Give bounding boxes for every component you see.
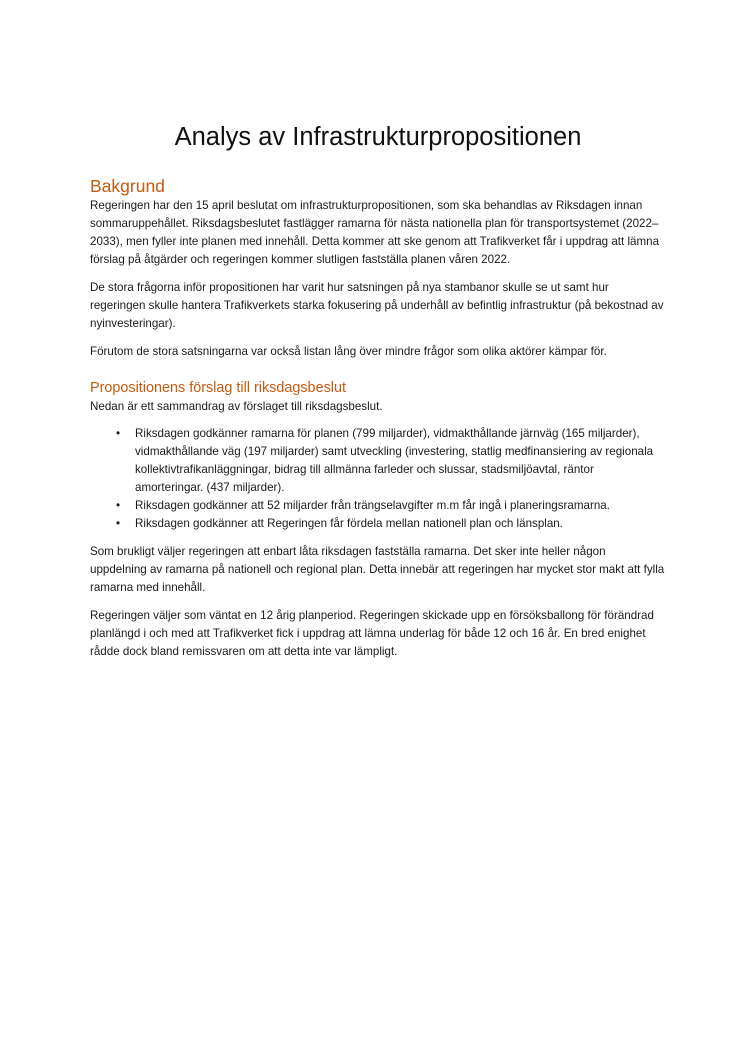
- list-item-text: Riksdagen godkänner att 52 miljarder från trängselavgifter m.m får ingå i planeringsramarna.: [135, 499, 610, 512]
- section-forslag: [90, 379, 665, 661]
- bullet-icon: •: [116, 499, 121, 512]
- bullet-icon: •: [116, 517, 121, 530]
- paragraph: Förutom de stora satsningarna var också listan lång över mindre frågor som olika aktörer kämpar för.: [90, 345, 607, 358]
- list-item-text: Riksdagen godkänner ramarna för planen (799 miljarder), vidmakthållande järnväg (165 miljarder), vidmakthållande väg (197 miljarder) samt utveckling (investering, statlig medfinansiering av regionala kollektivtrafikanläggningar, bidrag till allmänna farleder och slussar, stadsmiljöavtal, räntor amorteringar. (437 miljarder).: [135, 427, 654, 494]
- document-page: [90, 120, 665, 661]
- section-bakgrund: [90, 175, 665, 361]
- list-item: [90, 497, 665, 515]
- paragraph: Regeringen har den 15 april beslutat om infrastrukturpropositionen, som ska behandlas av Riksdagen innan sommaruppehållet. Riksdagsbeslutet fastlägger ramarna för nästa nationella plan för transportsystemet (2022–2033), men fyller inte planen med innehåll. Detta kommer att ske genom att Trafikverket får i uppdrag att lämna förslag på åtgärder och regeringen kommer slutligen fastställa planen våren 2022.: [90, 199, 660, 266]
- bullet-list: [90, 425, 665, 533]
- list-item: [90, 425, 665, 497]
- paragraph-intro: Nedan är ett sammandrag av förslaget till riksdagsbeslut.: [90, 400, 383, 413]
- document-title: Analys av Infrastrukturpropositionen: [174, 123, 582, 151]
- section-heading-bakgrund: Bakgrund: [90, 176, 165, 196]
- paragraph: Som brukligt väljer regeringen att enbart låta riksdagen fastställa ramarna. Det sker inte heller någon uppdelning av ramarna på nationell och regional plan. Detta innebär att regeringen har mycket stor makt att fylla ramarna med innehåll.: [90, 545, 665, 594]
- list-item-text: Riksdagen godkänner att Regeringen får fördela mellan nationell plan och länsplan.: [135, 517, 563, 530]
- section-heading-forslag: Propositionens förslag till riksdagsbeslut: [90, 380, 346, 396]
- paragraph: De stora frågorna inför propositionen har varit hur satsningen på nya stambanor skulle se ut samt hur regeringen skulle hantera Trafikverkets starka fokusering på underhåll av befintlig infrastruktur (på bekostnad av nyinvesteringar).: [90, 281, 664, 330]
- bullet-icon: •: [116, 427, 121, 440]
- list-item: [90, 515, 665, 533]
- paragraph: Regeringen väljer som väntat en 12 årig planperiod. Regeringen skickade upp en försöksballong för förändrad planlängd i och med att Trafikverket fick i uppdrag att lämna underlag för både 12 och 16 år. En bred enighet rådde dock bland remissvaren om att detta inte var lämpligt.: [90, 609, 654, 658]
